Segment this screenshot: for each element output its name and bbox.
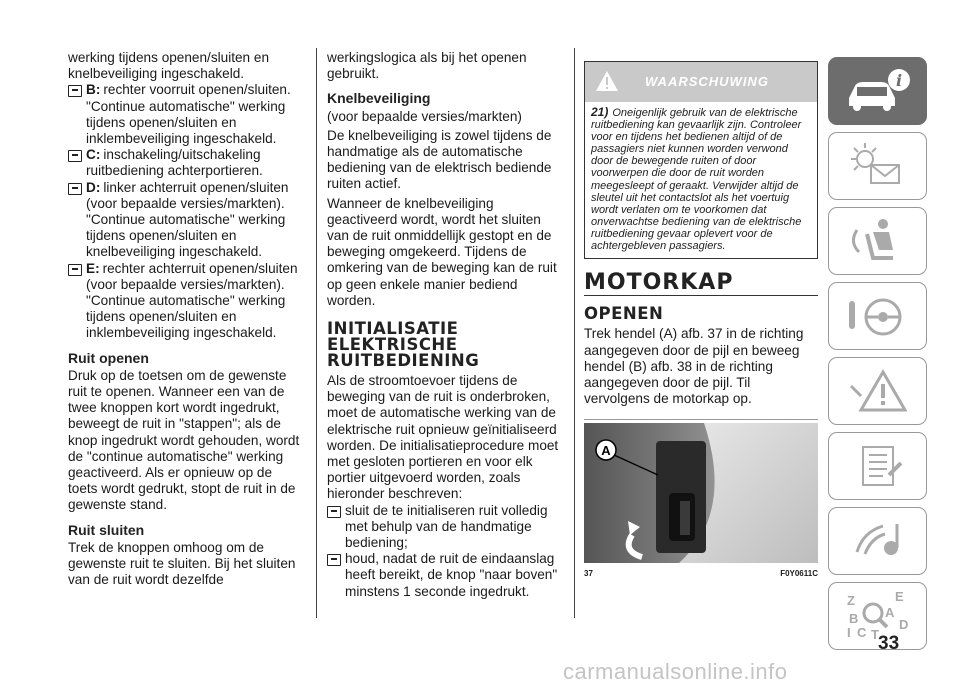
column-right <box>584 58 818 583</box>
bullet-item-c <box>68 147 304 179</box>
bullet-item <box>327 551 565 600</box>
nav-tab-multimedia[interactable] <box>828 507 927 575</box>
svg-text:E: E <box>895 591 904 604</box>
nav-tab-starting-driving[interactable] <box>828 282 927 350</box>
warning-title: WAARSCHUWING <box>645 74 769 89</box>
section-heading-ruit-openen: Ruit openen <box>68 349 149 366</box>
car-info-icon <box>843 66 913 116</box>
warning-number: 21) <box>591 105 609 119</box>
paragraph: Trek hendel (A) afb. 37 in de richting aangegeven door de pijl en beweeg hendel (B) afb. 38 in de richting aangegeven door de pijl. Til vervolgens de motorkap op. <box>584 326 804 407</box>
svg-text:T: T <box>871 627 879 641</box>
bullet-label: E: <box>86 260 100 276</box>
airbag-seat-icon <box>843 216 913 266</box>
bullet-text: inschakeling/uitschakeling ruitbediening achterportieren. <box>86 147 263 179</box>
bullet-text: linker achterruit openen/sluiten (voor bepaalde versies/markten). "Continue automatische" werking tijdens openen/sluiten en knelbeveiliging ingeschakeld. <box>86 179 289 260</box>
bullet-text: rechter voorruit openen/sluiten. "Continue automatische" werking tijdens openen/sluiten en inklembeveiliging ingeschakeld. <box>86 82 291 147</box>
bullet-item <box>327 503 565 552</box>
figure-marker-label: A <box>601 443 611 459</box>
warning-header <box>585 62 817 102</box>
bullet-text: houd, nadat de ruit de eindaanslag heeft bereikt, de knop "naar boven" minstens 1 seconde ingedrukt. <box>345 551 558 599</box>
warning-triangle-icon <box>843 366 913 416</box>
nav-tab-maintenance[interactable] <box>828 432 927 500</box>
bullet-label: B: <box>86 82 101 98</box>
section-heading-openen: OPENEN <box>584 304 664 324</box>
paragraph: De knelbeveiliging is zowel tijdens de handmatige als de automatische bediening van de elektrisch bediende ruiten actief. <box>327 127 552 192</box>
bullet-item-d <box>68 180 304 261</box>
nav-tab-emergency[interactable] <box>828 357 927 425</box>
bullet-icon <box>68 150 82 162</box>
steering-wheel-icon <box>843 291 913 341</box>
watermark: carmanualsonline.info <box>563 659 788 684</box>
hood-lever-photo <box>584 423 818 563</box>
svg-text:C: C <box>857 625 867 640</box>
bullet-label: D: <box>86 179 101 195</box>
svg-text:i: i <box>895 71 903 90</box>
paragraph: (voor bepaalde versies/markten) <box>327 108 522 124</box>
paragraph: Trek de knoppen omhoog om de gewenste ruit te sluiten. Bij het sluiten van de ruit wordt dezelfde <box>68 539 296 588</box>
figure-code: F0Y0611C <box>780 569 818 579</box>
nav-tab-safety[interactable] <box>828 207 927 275</box>
paragraph: Als de stroomtoevoer tijdens de beweging van de ruit is onderbroken, moet de automatische werking van de elektrische ruit opnieuw geïnitialiseerd worden. De initialisatieprocedure moet met gesloten portieren en voor elk portier uitgevoerd worden, zoals hieronder beschreven: <box>327 373 559 502</box>
figure-number: 37 <box>584 569 593 579</box>
warning-lights-icon <box>843 141 913 191</box>
bullet-item-b <box>68 82 304 147</box>
bullet-text: sluit de te initialiseren ruit volledig met behulp van de handmatige bediening; <box>345 502 548 551</box>
paragraph: Wanneer de knelbeveiliging geactiveerd wordt, wordt het sluiten van de ruit onmiddellijk gestopt en de beweging omgekeerd. Tijdens de omkering van de beweging kan de ruit op geen enkele manier bediend worden. <box>327 195 557 308</box>
svg-text:B: B <box>849 611 859 626</box>
column-middle <box>327 50 565 600</box>
section-heading-initialisatie: INITIALISATIE ELEKTRISCHE RUITBEDIENING <box>327 319 480 371</box>
warning-text-block <box>585 102 817 258</box>
svg-text:A: A <box>885 605 895 620</box>
page-number: 33 <box>878 633 900 654</box>
multimedia-icon <box>843 516 913 566</box>
column-divider <box>574 48 575 618</box>
paragraph: werking tijdens openen/sluiten en knelbeveiliging ingeschakeld. <box>68 50 270 82</box>
bullet-icon <box>327 554 341 566</box>
warning-text: Oneigenlijk gebruik van de elektrische ruitbediening kan gevaarlijk zijn. Controleer voor en tijdens het bedienen altijd of de passagiers niet kunnen worden verwond door de bewegende ruiten of door voorwerpen die door de ruit worden meegesleept of geraakt. Verwijder altijd de sleutel uit het contactslot als het voertuig wordt verlaten om te voorkomen dat onverwachtse bediening van de elektrische ruitbediening gevaar oplevert voor de achtergebleven passagiers. <box>591 107 802 253</box>
nav-tab-warning-lights[interactable] <box>828 132 927 200</box>
chapter-heading-motorkap: MOTORKAP <box>584 275 818 296</box>
bullet-icon <box>327 506 341 518</box>
bullet-icon <box>68 264 82 276</box>
column-divider <box>316 48 317 618</box>
paragraph: Druk op de toetsen om de gewenste ruit te openen. Wanneer een van de twee knoppen kort wordt ingedrukt, beweegt de ruit in "stappen"; als de knop ingedrukt wordt gehouden, wordt de "continue automatische" werking geactiveerd. Als er opnieuw op de toets wordt gedrukt, stopt de ruit in de gewenste stand. <box>68 367 300 513</box>
warning-triangle-icon <box>595 70 619 92</box>
svg-text:Z: Z <box>847 593 855 608</box>
section-heading-ruit-sluiten: Ruit sluiten <box>68 521 145 538</box>
bullet-text: rechter achterruit openen/sluiten (voor bepaalde versies/markten). "Continue automatische" werking tijdens openen/sluiten en inklembeveiliging ingeschakeld. <box>86 260 298 341</box>
figure-caption <box>584 566 818 582</box>
svg-text:I: I <box>847 625 851 640</box>
bullet-item-e <box>68 261 304 342</box>
section-heading-knelbeveiliging: Knelbeveiliging <box>327 90 431 107</box>
bullet-icon <box>68 85 82 97</box>
bullet-icon <box>68 183 82 195</box>
chapter-nav-sidebar <box>828 57 927 657</box>
maintenance-list-icon <box>843 441 913 491</box>
warning-box <box>584 61 818 259</box>
column-left <box>68 50 304 589</box>
svg-text:D: D <box>899 617 909 632</box>
figure-37 <box>584 419 818 582</box>
bullet-label: C: <box>86 147 101 163</box>
paragraph: werkingslogica als bij het openen gebruikt. <box>327 50 527 82</box>
nav-tab-knowing-car[interactable] <box>828 57 927 125</box>
